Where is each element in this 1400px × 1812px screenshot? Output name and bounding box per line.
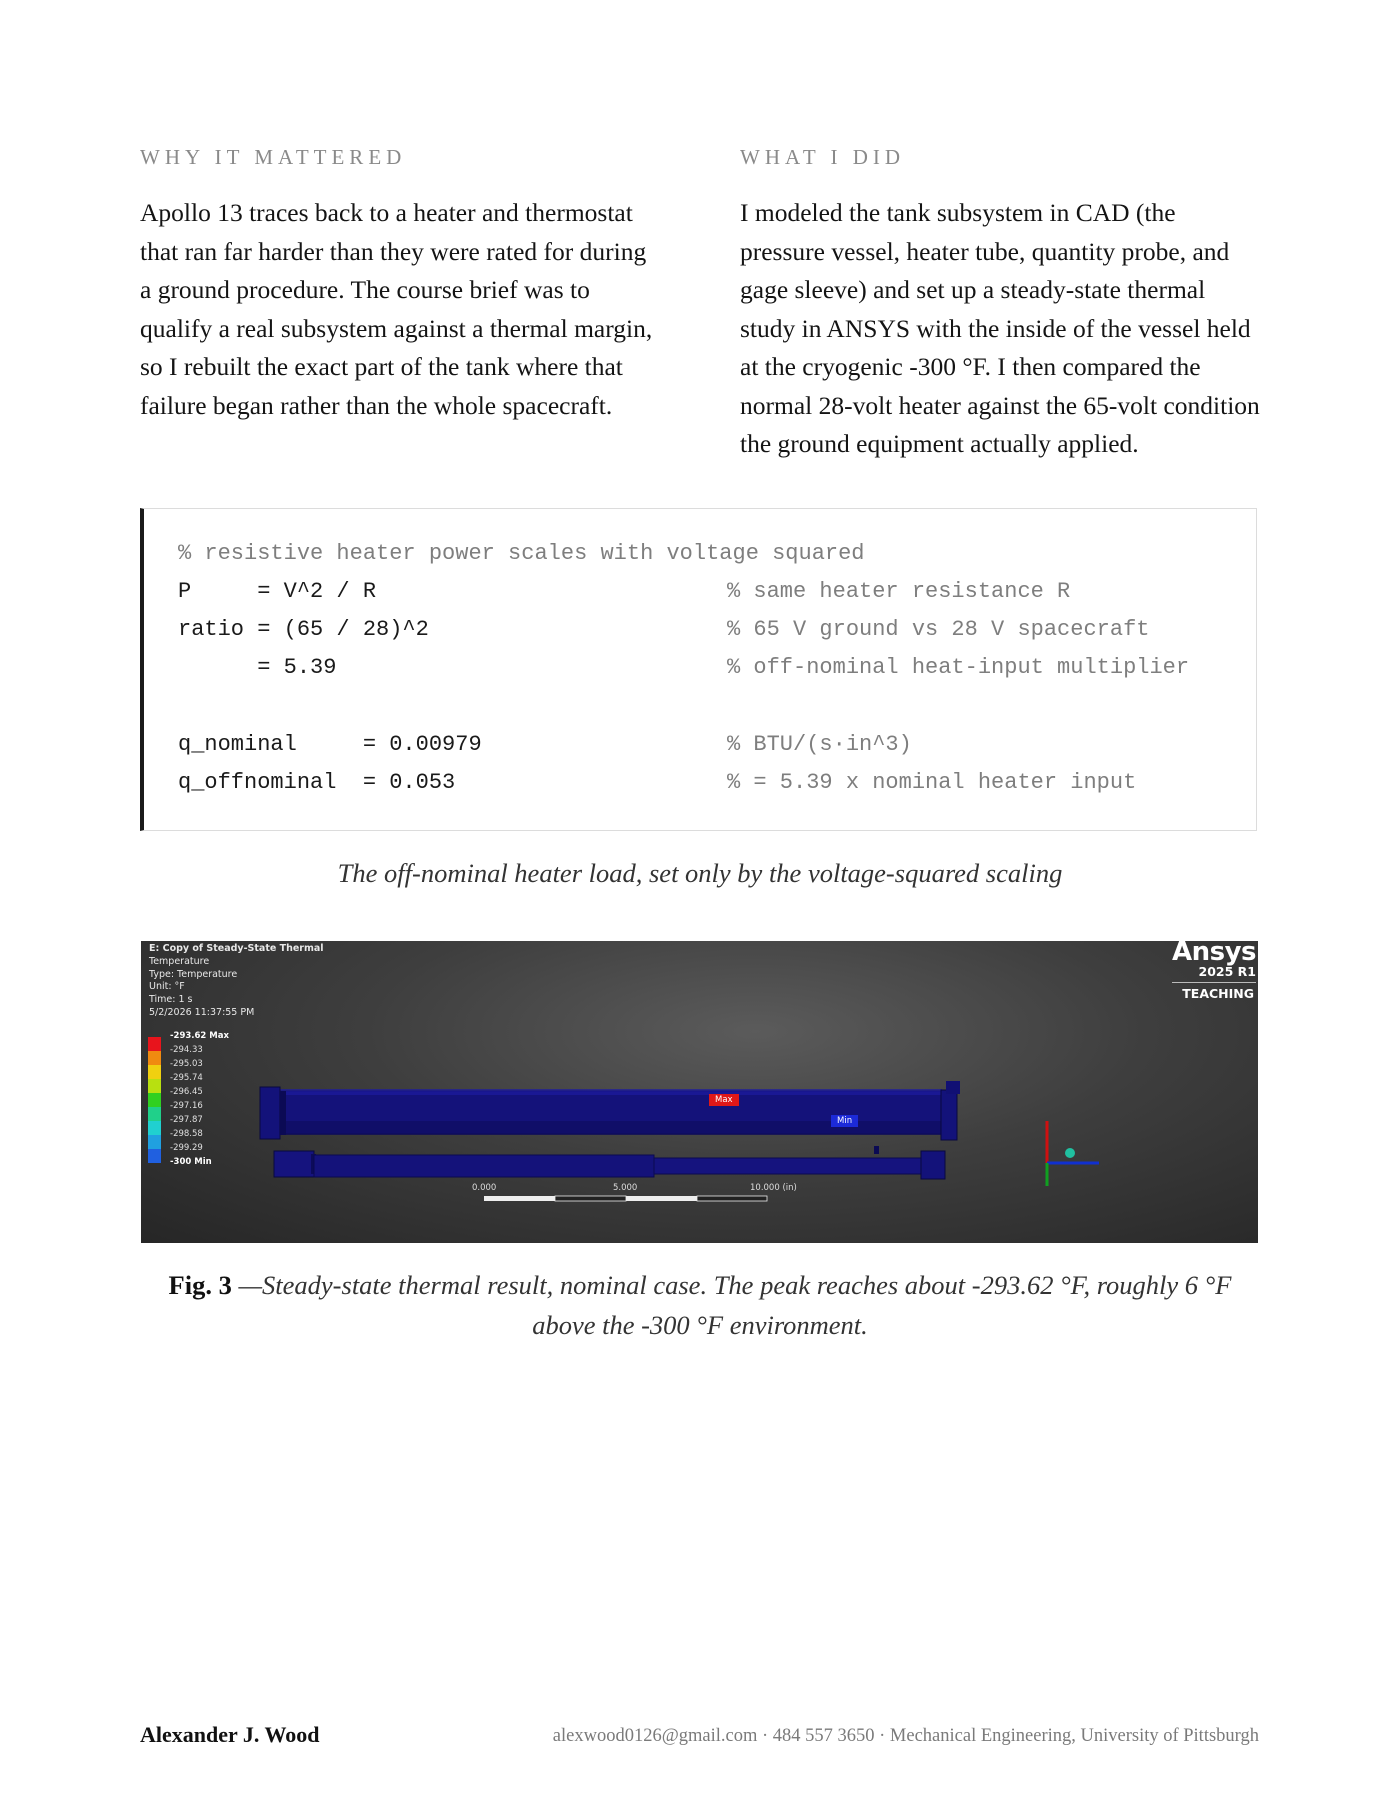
- max-marker: Max: [709, 1094, 739, 1106]
- figure-label: Fig. 3: [168, 1270, 232, 1300]
- what-i-did-section: [740, 145, 1260, 464]
- figure-caption: [140, 1265, 1260, 1345]
- info-line: E: Copy of Steady-State Thermal: [149, 943, 324, 954]
- info-line: Time: 1 s: [149, 994, 193, 1006]
- section-body: Apollo 13 traces back to a heater and thermostat that ran far harder than they were rated for during a ground procedure. The course brief was to qualify a real subsystem against a thermal margin, so I rebuilt the exact part of the tank where that failure began rather than the whole spacecraft.: [140, 198, 653, 420]
- code-comment: % off-nominal heat-input multiplier: [727, 655, 1190, 680]
- legend-label: -299.29: [170, 1143, 203, 1153]
- figure-caption-text: —Steady-state thermal result, nominal case. The peak reaches about -293.62 °F, roughly 6 °F above the -300 °F environment.: [231, 1270, 1232, 1340]
- author-contact: alexwood0126@gmail.com · 484 557 3650 · Mechanical Engineering, University of Pittsburgh: [552, 1726, 1259, 1746]
- code-comment: % BTU/(s·in^3): [727, 732, 912, 757]
- scale-label: 10.000 (in): [750, 1183, 797, 1193]
- section-body: I modeled the tank subsystem in CAD (the pressure vessel, heater tube, quantity probe, and gage sleeve) and set up a steady-state thermal study in ANSYS with the inside of the vessel held at the cryogenic -300 °F. I then compared the normal 28-volt heater against the 65-volt condition the ground equipment actually applied.: [740, 198, 1260, 458]
- triad-axes: [1047, 1121, 1099, 1186]
- code-comment: % 65 V ground vs 28 V spacecraft: [727, 617, 1150, 642]
- scale-label: 0.000: [472, 1183, 497, 1193]
- pressure-vessel: [260, 1081, 960, 1140]
- legend-label: -295.03: [170, 1059, 203, 1069]
- legend-label: -300 Min: [170, 1157, 212, 1167]
- edition-label: TEACHING: [1172, 982, 1256, 1001]
- scale-label: 5.000: [613, 1183, 638, 1193]
- why-it-mattered-section: [140, 145, 658, 425]
- author-name: Alexander J. Wood: [140, 1722, 320, 1747]
- ansys-logo: Ansys: [1171, 941, 1256, 967]
- legend-label: -297.16: [170, 1101, 203, 1111]
- code-comment: % same heater resistance R: [727, 579, 1071, 604]
- min-marker: Min: [831, 1115, 858, 1127]
- info-line: Type: Temperature: [149, 968, 238, 980]
- section-heading: WHY IT MATTERED: [140, 145, 407, 169]
- code-line: % resistive heater power scales with voltage squared: [178, 541, 865, 566]
- info-line: Unit: °F: [149, 981, 185, 993]
- scale-bar: [484, 1196, 767, 1201]
- code-caption: The off-nominal heater load, set only by the voltage-squared scaling: [337, 858, 1063, 888]
- tank-model: [141, 941, 1258, 1243]
- code-line: ratio = (65 / 28)^2: [178, 617, 429, 642]
- heater-tube: [274, 1146, 945, 1179]
- code-line: P = V^2 / R: [178, 579, 377, 604]
- legend-label: -294.33: [170, 1045, 203, 1055]
- section-heading: WHAT I DID: [740, 145, 906, 169]
- code-comment: % = 5.39 x nominal heater input: [727, 770, 1137, 795]
- code-block: [140, 508, 1257, 831]
- legend-label: -295.74: [170, 1073, 203, 1083]
- legend-label: -293.62 Max: [170, 1031, 229, 1041]
- info-line: Temperature: [149, 955, 210, 967]
- version-label: 2025 R1: [1198, 964, 1256, 979]
- info-line: 5/2/2026 11:37:55 PM: [149, 1006, 255, 1018]
- thermal-result-figure: [141, 941, 1258, 1243]
- code-line: q_offnominal = 0.053: [178, 770, 456, 795]
- code-line: = 5.39: [178, 655, 337, 680]
- code-line: q_nominal = 0.00979: [178, 732, 482, 757]
- legend-label: -298.58: [170, 1129, 203, 1139]
- legend-label: -297.87: [170, 1115, 203, 1125]
- legend-label: -296.45: [170, 1087, 203, 1097]
